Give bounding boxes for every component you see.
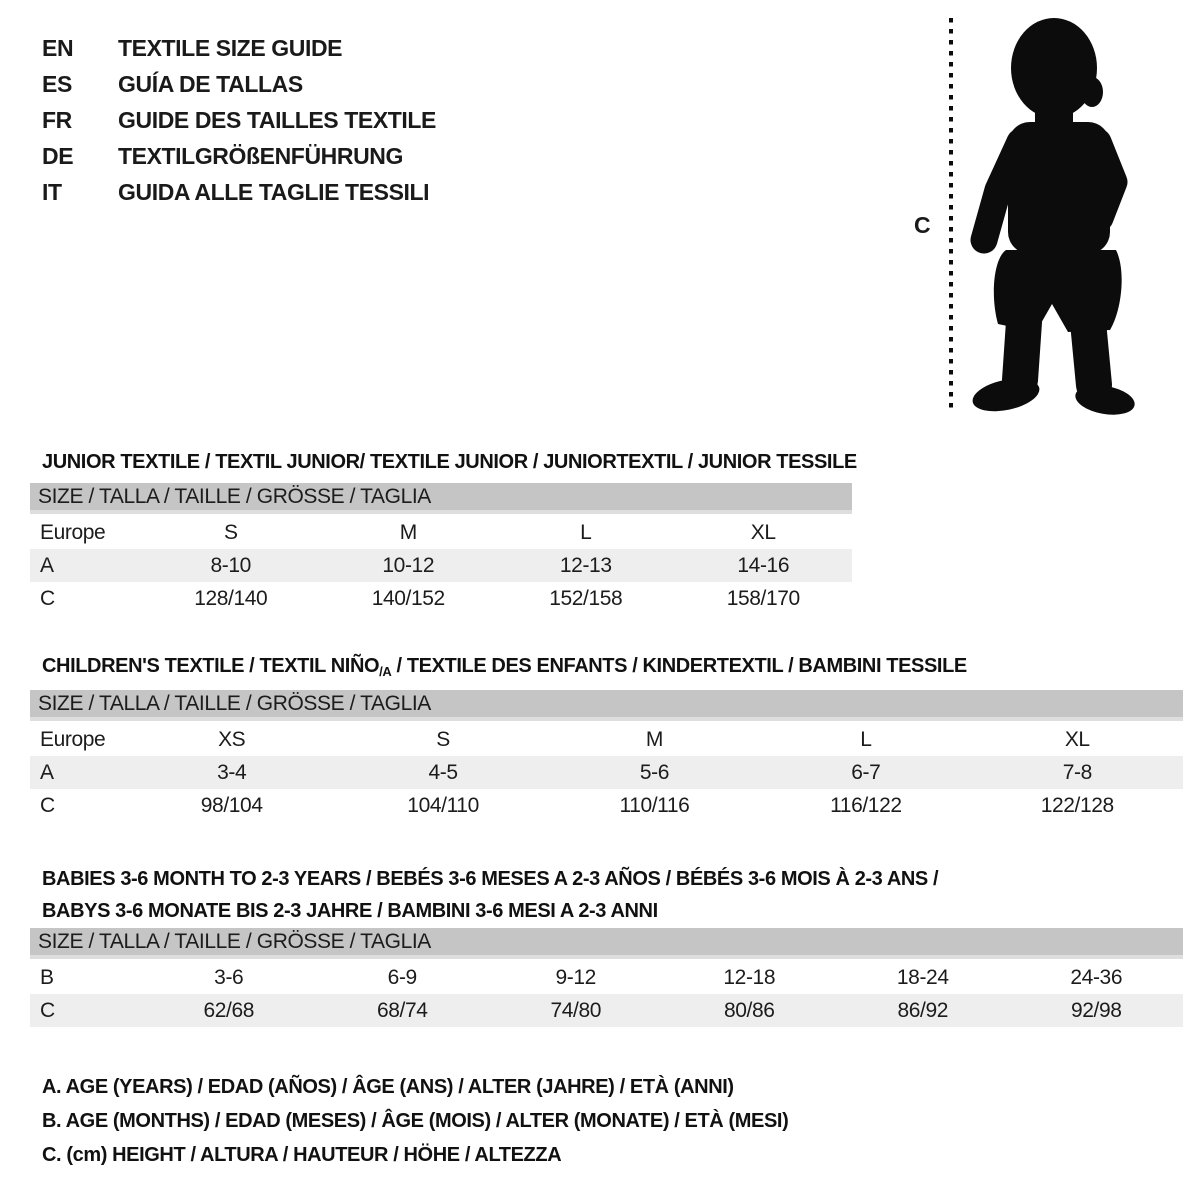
legend-line-c: C. (cm) HEIGHT / ALTURA / HAUTEUR / HÖHE / ALTEZZA [42, 1144, 562, 1166]
table-cell: XL [750, 520, 776, 544]
table-row-age [30, 756, 1183, 789]
table-row-europe [30, 723, 1183, 756]
children-title-prefix: CHILDREN'S TEXTILE / TEXTIL NIÑO [42, 654, 380, 677]
table-cell: 3-6 [214, 965, 244, 989]
size-header-band: SIZE / TALLA / TAILLE / GRÖSSE / TAGLIA [30, 483, 852, 514]
table-cell: 8-10 [210, 553, 251, 577]
table-cell: 92/98 [1070, 998, 1122, 1022]
language-row-fr [42, 102, 436, 138]
table-cell: XS [218, 727, 246, 751]
language-title: TEXTILGRÖßENFÜHRUNG [118, 142, 403, 169]
table-cell: 62/68 [203, 998, 255, 1022]
row-label: A [40, 553, 54, 577]
table-cell: S [436, 727, 450, 751]
row-label: B [40, 965, 54, 989]
height-measure-label: C [914, 212, 931, 238]
language-title: GUIDA ALLE TAGLIE TESSILI [118, 178, 430, 205]
babies-title-line1: BABIES 3-6 MONTH TO 2-3 YEARS / BEBÉS 3-6 MESES A 2-3 AÑOS / BÉBÉS 3-6 MOIS À 2-3 ANS / [42, 867, 939, 890]
babies-size-table [30, 928, 1183, 1027]
table-cell: 152/158 [549, 586, 623, 610]
junior-size-table [30, 483, 852, 615]
table-cell: 68/74 [376, 998, 428, 1022]
table-row-height [30, 582, 852, 615]
table-cell: 18-24 [896, 965, 949, 989]
table-cell: 158/170 [726, 586, 800, 610]
table-cell: 140/152 [371, 586, 445, 610]
language-code: EN [42, 34, 74, 61]
language-row-it [42, 174, 436, 210]
language-title: GUÍA DE TALLAS [118, 70, 303, 97]
table-cell: L [580, 520, 592, 544]
language-row-es [42, 66, 436, 102]
table-cell: 86/92 [897, 998, 949, 1022]
table-cell: 6-9 [387, 965, 417, 989]
table-cell: 5-6 [639, 760, 670, 784]
row-label: C [40, 793, 55, 817]
size-header-band: SIZE / TALLA / TAILLE / GRÖSSE / TAGLIA [30, 690, 1183, 721]
legend-line-b: B. AGE (MONTHS) / EDAD (MESES) / ÂGE (MOIS) / ALTER (MONATE) / ETÀ (MESI) [42, 1110, 789, 1132]
table-row-height [30, 789, 1183, 822]
language-code: IT [42, 178, 62, 205]
table-row-age [30, 549, 852, 582]
language-row-en [42, 30, 436, 66]
table-row-months [30, 961, 1183, 994]
table-cell: 110/116 [619, 793, 690, 817]
table-cell: 74/80 [550, 998, 602, 1022]
row-label: C [40, 998, 55, 1022]
table-cell: 116/122 [830, 793, 902, 817]
language-code: FR [42, 106, 72, 133]
table-cell: 104/110 [407, 793, 479, 817]
table-row-europe [30, 516, 852, 549]
children-title-subscript: /A [379, 663, 392, 679]
language-code: DE [42, 142, 74, 169]
toddler-silhouette [970, 18, 1137, 419]
legend-line-a: A. AGE (YEARS) / EDAD (AÑOS) / ÂGE (ANS) / ALTER (JAHRE) / ETÀ (ANNI) [42, 1076, 734, 1098]
toddler-silhouette-icon [940, 10, 1150, 420]
babies-title-line2: BABYS 3-6 MONATE BIS 2-3 JAHRE / BAMBINI 3-6 MESI A 2-3 ANNI [42, 899, 658, 922]
table-cell: 14-16 [737, 553, 790, 577]
table-cell: 98/104 [200, 793, 263, 817]
table-cell: XL [1064, 727, 1090, 751]
table-cell: 3-4 [217, 760, 247, 784]
children-size-table [30, 690, 1183, 822]
children-section-title [42, 655, 967, 679]
size-header-band: SIZE / TALLA / TAILLE / GRÖSSE / TAGLIA [30, 928, 1183, 959]
table-cell: 122/128 [1040, 793, 1114, 817]
table-cell: 12-13 [559, 553, 612, 577]
table-cell: 4-5 [428, 760, 458, 784]
measure-legend [42, 1070, 788, 1172]
table-cell: 10-12 [382, 553, 435, 577]
table-cell: M [645, 727, 664, 751]
children-title-suffix: / TEXTILE DES ENFANTS / KINDERTEXTIL / BAMBINI TESSILE [391, 654, 967, 677]
row-label: C [40, 586, 55, 610]
language-row-de [42, 138, 436, 174]
table-cell: 80/86 [723, 998, 775, 1022]
language-title: GUIDE DES TAILLES TEXTILE [118, 106, 436, 133]
table-cell: L [860, 727, 872, 751]
table-cell: M [399, 520, 417, 544]
language-title: TEXTILE SIZE GUIDE [118, 34, 343, 61]
table-row-height [30, 994, 1183, 1027]
language-code: ES [42, 70, 72, 97]
table-cell: 6-7 [851, 760, 881, 784]
table-cell: 9-12 [555, 965, 596, 989]
row-label: Europe [40, 520, 106, 544]
language-list [42, 30, 436, 210]
row-label: Europe [40, 727, 106, 751]
table-cell: 128/140 [194, 586, 268, 610]
table-cell: 7-8 [1062, 760, 1092, 784]
row-label: A [40, 760, 54, 784]
junior-section-title: JUNIOR TEXTILE / TEXTIL JUNIOR/ TEXTILE JUNIOR / JUNIORTEXTIL / JUNIOR TESSILE [42, 450, 857, 473]
table-cell: 24-36 [1070, 965, 1123, 989]
babies-section-title [42, 863, 938, 927]
table-cell: S [223, 520, 238, 544]
table-cell: 12-18 [723, 965, 776, 989]
